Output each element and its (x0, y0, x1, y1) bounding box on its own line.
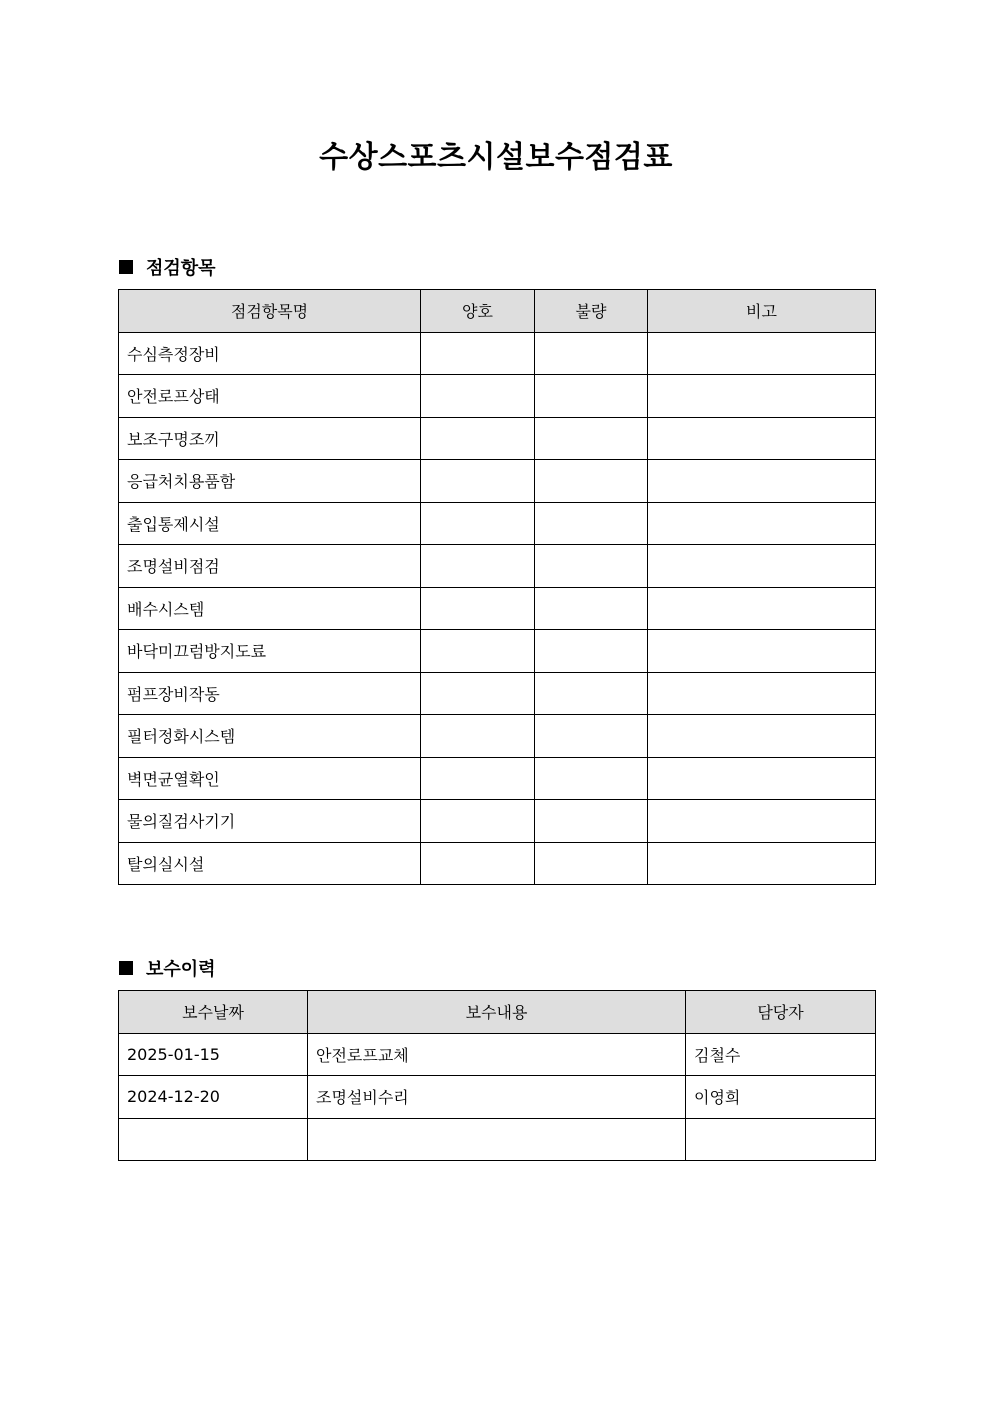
item-name-cell: 보조구명조끼 (119, 417, 421, 460)
bad-cell (535, 502, 648, 545)
remarks-cell (648, 545, 876, 588)
table-row (119, 545, 876, 588)
person-cell: 김철수 (686, 1033, 876, 1076)
bad-cell (535, 375, 648, 418)
page-title: 수상스포츠시설보수점검표 (319, 140, 673, 175)
table-row (119, 1118, 876, 1161)
table-row (119, 375, 876, 418)
bad-cell (535, 800, 648, 843)
good-cell (421, 375, 535, 418)
item-name-cell: 수심측정장비 (119, 332, 421, 375)
bad-cell (535, 545, 648, 588)
item-name-cell: 응급처치용품함 (119, 460, 421, 503)
bad-cell (535, 630, 648, 673)
table-row (119, 800, 876, 843)
remarks-cell (648, 800, 876, 843)
good-cell (421, 587, 535, 630)
table-row (119, 715, 876, 758)
header-bad: 불량 (535, 290, 648, 333)
remarks-cell (648, 672, 876, 715)
bad-cell (535, 332, 648, 375)
bad-cell (535, 715, 648, 758)
repair-content-cell: 안전로프교체 (308, 1033, 686, 1076)
repair-table (118, 990, 876, 1161)
square-bullet-icon (119, 961, 133, 975)
good-cell (421, 502, 535, 545)
table-row (119, 502, 876, 545)
good-cell (421, 672, 535, 715)
item-name-cell: 출입통제시설 (119, 502, 421, 545)
item-name-cell: 물의질검사기기 (119, 800, 421, 843)
table-row (119, 417, 876, 460)
repair-header-row (119, 991, 876, 1034)
item-name-cell: 안전로프상태 (119, 375, 421, 418)
repair-date-cell: 2025-01-15 (119, 1033, 308, 1076)
remarks-cell (648, 460, 876, 503)
good-cell (421, 715, 535, 758)
bad-cell (535, 672, 648, 715)
item-name-cell: 바닥미끄럼방지도료 (119, 630, 421, 673)
good-cell (421, 842, 535, 885)
item-name-cell: 펌프장비작동 (119, 672, 421, 715)
header-repair-date: 보수날짜 (119, 991, 308, 1034)
repair-heading-label: 보수이력 (146, 959, 216, 980)
item-name-cell: 벽면균열확인 (119, 757, 421, 800)
table-row (119, 460, 876, 503)
table-row (119, 1076, 876, 1119)
table-row (119, 332, 876, 375)
good-cell (421, 332, 535, 375)
inspection-table (118, 289, 876, 885)
remarks-cell (648, 757, 876, 800)
remarks-cell (648, 332, 876, 375)
table-row (119, 1033, 876, 1076)
inspection-section-heading (119, 254, 216, 280)
remarks-cell (648, 417, 876, 460)
remarks-cell (648, 375, 876, 418)
table-row (119, 672, 876, 715)
person-cell: 이영희 (686, 1076, 876, 1119)
header-person-in-charge: 담당자 (686, 991, 876, 1034)
table-row (119, 630, 876, 673)
bad-cell (535, 757, 648, 800)
inspection-heading-label: 점검항목 (146, 258, 216, 279)
repair-content-cell: 조명설비수리 (308, 1076, 686, 1119)
table-row (119, 757, 876, 800)
inspection-header-row (119, 290, 876, 333)
remarks-cell (648, 842, 876, 885)
good-cell (421, 800, 535, 843)
remarks-cell (648, 715, 876, 758)
repair-content-cell (308, 1118, 686, 1161)
repair-date-cell (119, 1118, 308, 1161)
person-cell (686, 1118, 876, 1161)
square-bullet-icon (119, 260, 133, 274)
header-remarks: 비고 (648, 290, 876, 333)
remarks-cell (648, 630, 876, 673)
repair-date-cell: 2024-12-20 (119, 1076, 308, 1119)
item-name-cell: 탈의실시설 (119, 842, 421, 885)
bad-cell (535, 417, 648, 460)
remarks-cell (648, 587, 876, 630)
good-cell (421, 460, 535, 503)
good-cell (421, 630, 535, 673)
repair-section-heading (119, 955, 216, 981)
good-cell (421, 417, 535, 460)
good-cell (421, 757, 535, 800)
header-repair-content: 보수내용 (308, 991, 686, 1034)
table-row (119, 842, 876, 885)
item-name-cell: 배수시스템 (119, 587, 421, 630)
bad-cell (535, 460, 648, 503)
item-name-cell: 필터정화시스템 (119, 715, 421, 758)
table-row (119, 587, 876, 630)
header-good: 양호 (421, 290, 535, 333)
bad-cell (535, 587, 648, 630)
remarks-cell (648, 502, 876, 545)
bad-cell (535, 842, 648, 885)
item-name-cell: 조명설비점검 (119, 545, 421, 588)
header-item-name: 점검항목명 (119, 290, 421, 333)
good-cell (421, 545, 535, 588)
